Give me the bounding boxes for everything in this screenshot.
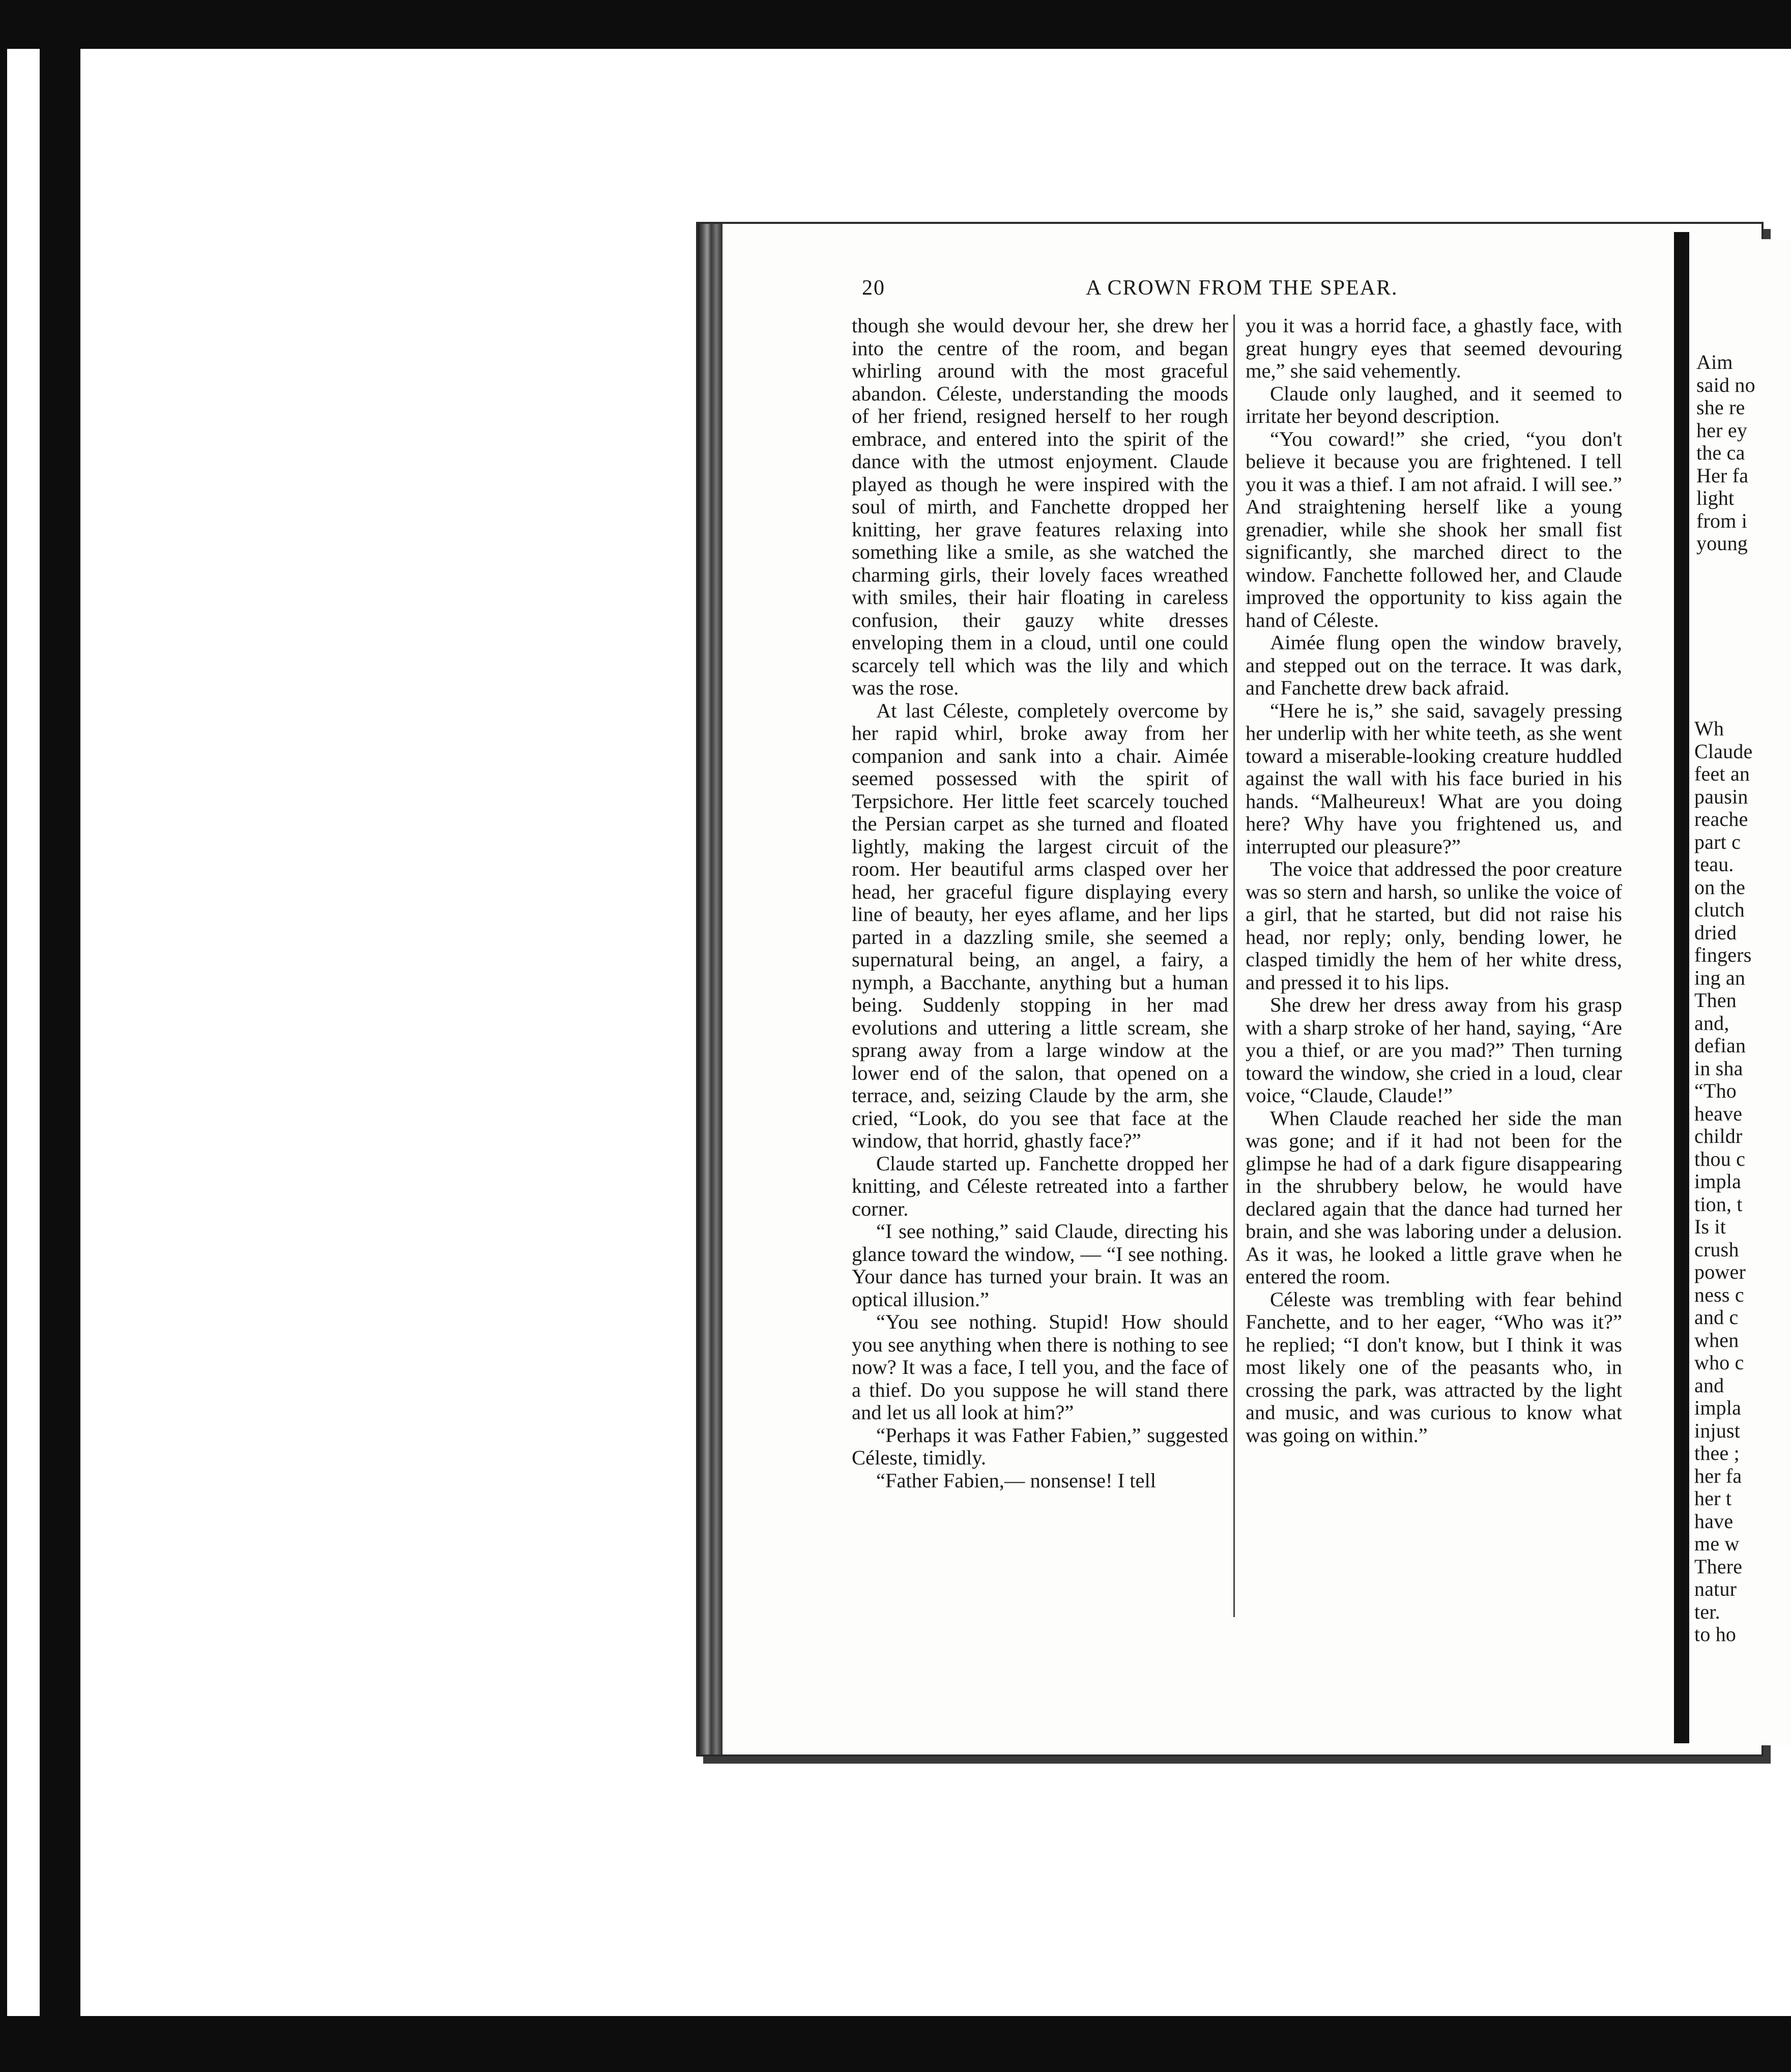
next-page-line: Aim — [1696, 351, 1733, 373]
paragraph: “Father Fabien,— nonsense! I tell — [876, 1469, 1156, 1492]
next-page-line: thee ; — [1694, 1442, 1740, 1464]
next-page-line: power — [1694, 1260, 1746, 1283]
next-page-line: me w — [1694, 1532, 1740, 1555]
paragraph: you it was a horrid face, a ghastly face, with great hungry eyes that seemed devouring me,” she said vehemently. — [1246, 314, 1622, 382]
running-head — [862, 276, 1635, 306]
next-page-line: and, — [1694, 1011, 1729, 1034]
next-page-line: to ho — [1694, 1623, 1737, 1646]
text-column-left — [852, 314, 1228, 1492]
paragraph: “You coward!” she cried, “you don't believe it because you are frightened. I tell you it was a thief. I am not afraid. I will see.” And straightening herself like a young grenadier, while she shook her small fist significantly, she marched direct to the window. Fanchette followed her, and Claude improved the opportunity to kiss again the hand of Céleste. — [1246, 427, 1622, 631]
next-page-line: Then — [1694, 989, 1737, 1012]
next-page-line: crush — [1694, 1238, 1739, 1261]
next-page-line: injust — [1694, 1419, 1741, 1442]
next-page-line: impla — [1694, 1170, 1742, 1193]
next-page-line: There — [1694, 1555, 1743, 1578]
next-page-line: in sha — [1694, 1056, 1743, 1080]
paragraph: Aimée flung open the window bravely, and stepped out on the terrace. It was dark, and Fanchette drew back afraid. — [1246, 631, 1622, 699]
next-page-gutter — [1674, 232, 1689, 1743]
next-page-line: “Tho — [1694, 1079, 1737, 1102]
running-title: A CROWN FROM THE SPEAR. — [1086, 276, 1398, 300]
book-page — [696, 222, 1764, 1757]
paragraph: though she would devour her, she drew her into the centre of the room, and began whirling around with the most graceful abandon. Céleste, understanding the moods of her friend, resigned herself to her rough embrace, and entered into the spirit of the dance with the utmost enjoyment. Claude played as though he were inspired with the soul of mirth, and Fanchette dropped her knitting, her grave features relaxing into something like a smile, as she watched the charming girls, their lovely faces wreathed with smiles, their hair floating in careless confusion, their gauzy white dresses enveloping them in a cloud, until one could scarcely tell which was the lily and which was the rose. — [852, 314, 1228, 699]
next-page-lines-bottom — [1694, 717, 1753, 1646]
paragraph: She drew her dress away from his grasp with a sharp stroke of her hand, saying, “Are you a thief, or are you mad?” Then turning toward the window, she cried in a loud, clear voice, “Claude, Claude!” — [1246, 993, 1622, 1107]
next-page-line: tion, t — [1694, 1192, 1743, 1216]
next-page-line: ness c — [1694, 1283, 1744, 1306]
paragraph: “Perhaps it was Father Fabien,” suggested Céleste, timidly. — [852, 1423, 1228, 1469]
next-page-line: she re — [1696, 396, 1745, 419]
paragraph: “I see nothing,” said Claude, directing his glance toward the window, — “I see nothing. Your dance has turned your brain. It was an optical illusion.” — [852, 1220, 1228, 1311]
next-page-line: on the — [1694, 875, 1746, 899]
next-page-line: light — [1696, 486, 1735, 509]
next-page-line: natur — [1694, 1577, 1737, 1600]
next-page-line: from i — [1696, 509, 1748, 532]
paragraph: At last Céleste, completely overcome by her rapid whirl, broke away from her companion and sank into a chair. Aimée seemed possessed with the spirit of Terpsichore. Her little feet scarcely touched the Persian carpet as she turned and floated lightly, making the largest circuit of the room. Her beautiful arms clasped over her head, her graceful figure displaying every line of beauty, her eyes aflame, and her lips parted in a dazzling smile, she seemed a supernatural being, an angel, a fairy, a nymph, a Bacchante, anything but a human being. Suddenly stopping in her mad evolutions and uttering a little scream, she sprang away from a large window at the lower end of the salon, that opened on a terrace, and, seizing Claude by the arm, she cried, “Look, do you see that face at the window, that horrid, ghastly face?” — [852, 699, 1228, 1152]
paragraph: Claude started up. Fanchette dropped her knitting, and Céleste retreated into a farther corner. — [852, 1152, 1228, 1220]
column-rule — [1233, 314, 1235, 1617]
next-page-line: teau. — [1694, 853, 1734, 876]
book-spine — [698, 224, 723, 1754]
microfilm-frame-left — [40, 0, 80, 2072]
next-page-lines-top — [1696, 351, 1755, 555]
next-page-line: pausin — [1694, 785, 1748, 808]
next-page-line: clutch — [1694, 898, 1745, 921]
next-page-line: defian — [1694, 1034, 1746, 1057]
next-page-line: her fa — [1694, 1464, 1742, 1487]
next-page-line: when — [1694, 1328, 1739, 1351]
next-page-line: have — [1694, 1509, 1734, 1533]
next-page-line: Her fa — [1696, 464, 1749, 487]
next-page-line: said no — [1696, 373, 1755, 396]
paragraph: Claude only laughed, and it seemed to irritate her beyond description. — [1246, 382, 1622, 427]
next-page-line: ter. — [1694, 1600, 1720, 1623]
next-page-line: Wh — [1694, 717, 1724, 740]
next-page-line: feet an — [1694, 762, 1750, 785]
next-page-line: part c — [1694, 830, 1741, 853]
page-number: 20 — [862, 276, 885, 300]
next-page-line: her t — [1694, 1487, 1732, 1510]
paragraph: Céleste was trembling with fear behind Fanchette, and to her eager, “Who was it?” he replied; “I don't know, but I think it was most likely one of the peasants who, in crossing the park, was attracted by the light and music, and was curious to know what was going on within.” — [1246, 1287, 1622, 1447]
microfilm-frame-top — [0, 0, 1791, 49]
next-page-line: heave — [1694, 1102, 1743, 1125]
next-page-line: young — [1696, 532, 1748, 555]
next-page-line: and c — [1694, 1306, 1739, 1329]
paragraph: When Claude reached her side the man was gone; and if it had not been for the glimpse he had of a dark figure disappearing in the shrubbery below, he would have declared again that the dance had turned her brain, and she was laboring under a delusion. As it was, he looked a little grave when he entered the room. — [1246, 1106, 1622, 1288]
next-page-fragment — [1689, 239, 1791, 1745]
next-page-line: thou c — [1694, 1147, 1746, 1170]
next-page-line: childr — [1694, 1125, 1743, 1147]
microfilm-frame-left-edge — [0, 0, 7, 2072]
next-page-line: impla — [1694, 1396, 1742, 1419]
paragraph: The voice that addressed the poor creature was so stern and harsh, so unlike the voice of a girl, that he started, but did not raise his head, nor reply; only, bending lower, he clasped timidly the hem of her white dress, and pressed it to his lips. — [1246, 857, 1622, 994]
next-page-line: fingers — [1694, 943, 1752, 966]
microfilm-frame-bottom — [0, 2016, 1791, 2072]
next-page-line: and — [1694, 1373, 1724, 1397]
text-column-right — [1246, 314, 1622, 1447]
next-page-line: dried — [1694, 920, 1737, 944]
next-page-line: Is it — [1694, 1215, 1726, 1238]
next-page-line: her ey — [1696, 418, 1748, 442]
next-page-line: reache — [1694, 808, 1748, 830]
next-page-line: the ca — [1696, 441, 1745, 464]
paragraph: “You see nothing. Stupid! How should you see anything when there is nothing to see now? It was a face, I tell you, and the face of a thief. Do you suppose he will stand there and let us all look at him?” — [852, 1310, 1228, 1424]
next-page-line: who c — [1694, 1351, 1744, 1374]
paragraph: “Here he is,” she said, savagely pressing her underlip with her white teeth, as she went toward a miserable-looking creature huddled against the wall with his face buried in his hands. “Malheureux! What are you doing here? Why have you frightened us, and interrupted our pleasure?” — [1246, 699, 1622, 858]
next-page-line: Claude — [1694, 739, 1753, 763]
next-page-line: ing an — [1694, 966, 1746, 989]
